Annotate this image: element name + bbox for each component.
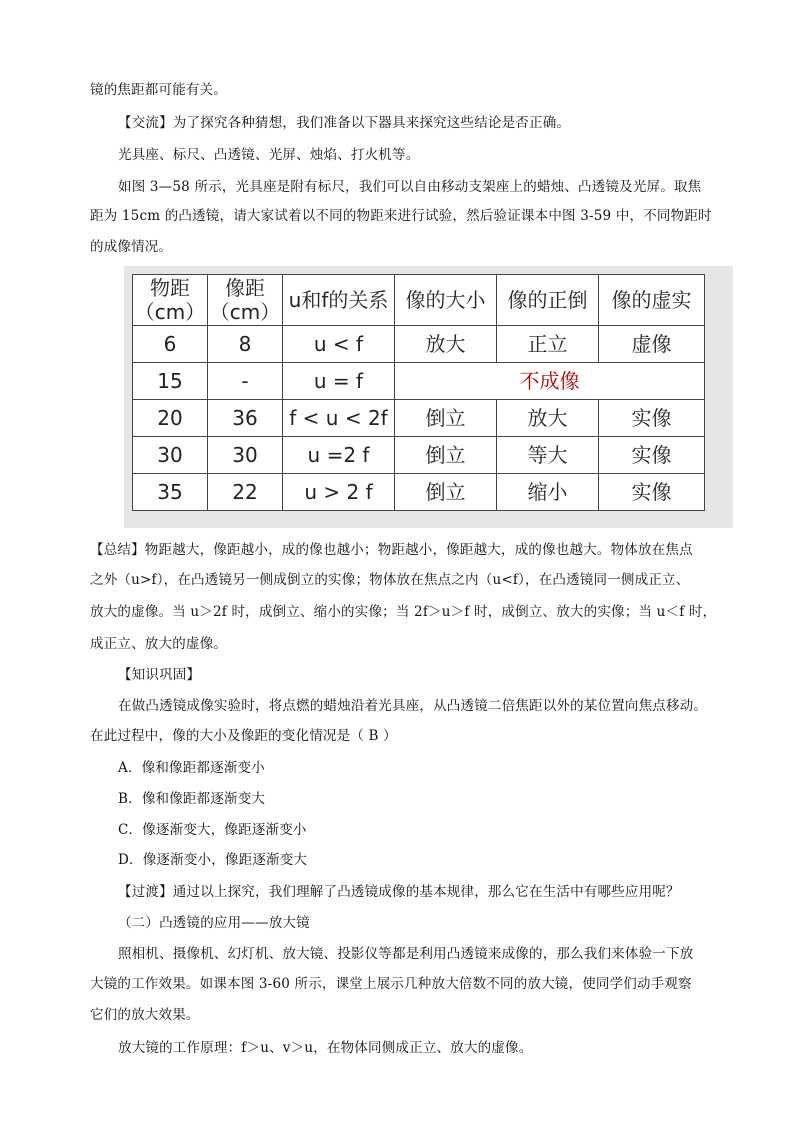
table-cell: 虚像 [599,326,705,363]
table-cell: 放大 [395,326,497,363]
imaging-table [132,274,705,511]
header-image-distance [208,275,283,326]
table-cell: 22 [208,474,283,511]
table-row [133,474,705,511]
header-image-orientation: 像的正倒 [497,275,599,326]
table-cell: f < u < 2f [283,400,395,437]
table-cell: u < f [283,326,395,363]
table-cell: 实像 [599,474,705,511]
transition-paragraph: 【过渡】通过以上探究，我们理解了凸透镜成像的基本规律，那么它在生活中有哪些应用呢？ [118,884,680,900]
summary-line-1: 【总结】物距越大，像距越小，成的像也越小；物距越小，像距越大，成的像也越大。物体放在焦点 [90,542,693,558]
application-line-1: 照相机、摄像机、幻灯机、放大镜、投影仪等都是利用凸透镜来成像的，那么我们来体验一下放 [118,946,694,962]
summary-line-4: 成正立、放大的虚像。 [90,636,227,652]
table-cell: 35 [133,474,208,511]
option-c: C．像逐渐变大，像距逐渐变小 [118,822,307,838]
option-b: B．像和像距都逐渐变大 [118,791,266,807]
table-cell: 8 [208,326,283,363]
table-cell: 放大 [497,400,599,437]
header-image-real-virtual: 像的虚实 [599,275,705,326]
section-heading-magnifier: （二）凸透镜的应用——放大镜 [118,915,310,931]
option-d: D．像逐渐变小，像距逐渐变大 [118,852,308,868]
consolidation-heading: 【知识巩固】 [118,667,201,683]
table-cell: 缩小 [497,474,599,511]
principle-paragraph: 放大镜的工作原理：f＞u、v＞u，在物体同侧成正立、放大的虚像。 [118,1040,533,1056]
table-cell: 实像 [599,437,705,474]
table-cell: u > 2 f [283,474,395,511]
paragraph-experiment-line-1: 如图 3—58 所示，光具座是附有标尺，我们可以自由移动支架座上的蜡烛、凸透镜及光屏。取焦 [118,179,702,195]
table-row [133,437,705,474]
paragraph-equipment: 光具座、标尺、凸透镜、光屏、烛焰、打火机等。 [118,147,420,163]
option-a: A．像和像距都逐渐变小 [118,760,265,776]
table-header-row [133,275,705,326]
table-cell: 30 [208,437,283,474]
table-cell: 倒立 [395,474,497,511]
paragraph-focal-length: 镜的焦距都可能有关。 [90,82,227,98]
table-cell: 实像 [599,400,705,437]
question-line-1: 在做凸透镜成像实验时，将点燃的蜡烛沿着光具座，从凸透镜二倍焦距以外的某位置向焦点移动。 [118,698,708,714]
table-cell: 倒立 [395,400,497,437]
table-cell: 15 [133,363,208,400]
table-cell: 36 [208,400,283,437]
header-image-distance-line-2: （cm） [209,300,281,324]
application-line-2: 大镜的工作效果。如课本图 3-60 所示，课堂上展示几种放大倍数不同的放大镜，使同学们动手观察 [90,976,692,992]
table-cell: u =2 f [283,437,395,474]
paragraph-experiment-line-2: 距为 15cm 的凸透镜，请大家试着以不同的物距来进行试验，然后验证课本中图 3-59 中，不同物距时 [90,208,712,224]
imaging-table-frame [124,266,733,528]
table-cell: 正立 [497,326,599,363]
table-cell: 等大 [497,437,599,474]
table-row [133,326,705,363]
table-cell: u = f [283,363,395,400]
application-line-3: 它们的放大效果。 [90,1007,200,1023]
table-cell: 6 [133,326,208,363]
header-object-distance-line-1: 物距 [150,276,190,300]
question-line-2: 在此过程中，像的大小及像距的变化情况是（ B ） [90,728,397,744]
table-cell: - [208,363,283,400]
summary-line-2: 之外（u>f），在凸透镜另一侧成倒立的实像；物体放在焦点之内（u<f），在凸透镜同一侧成正立、 [90,572,690,588]
header-image-size: 像的大小 [395,275,497,326]
summary-line-3: 放大的虚像。当 u＞2f 时，成倒立、缩小的实像；当 2f＞u＞f 时，成倒立、放大的实像；当 u＜f 时， [90,604,717,620]
table-row [133,400,705,437]
table-row [133,363,705,400]
paragraph-experiment-line-3: 的成像情况。 [90,239,173,255]
paragraph-exchange: 【交流】为了探究各种猜想，我们准备以下器具来探究这些结论是否正确。 [118,115,571,131]
header-u-f-relation: u和f的关系 [283,275,395,326]
header-object-distance [133,275,208,326]
header-image-distance-line-1: 像距 [225,276,265,300]
table-cell: 30 [133,437,208,474]
table-cell: 倒立 [395,437,497,474]
no-image-cell: 不成像 [395,363,705,400]
header-object-distance-line-2: （cm） [134,300,206,324]
table-cell: 20 [133,400,208,437]
